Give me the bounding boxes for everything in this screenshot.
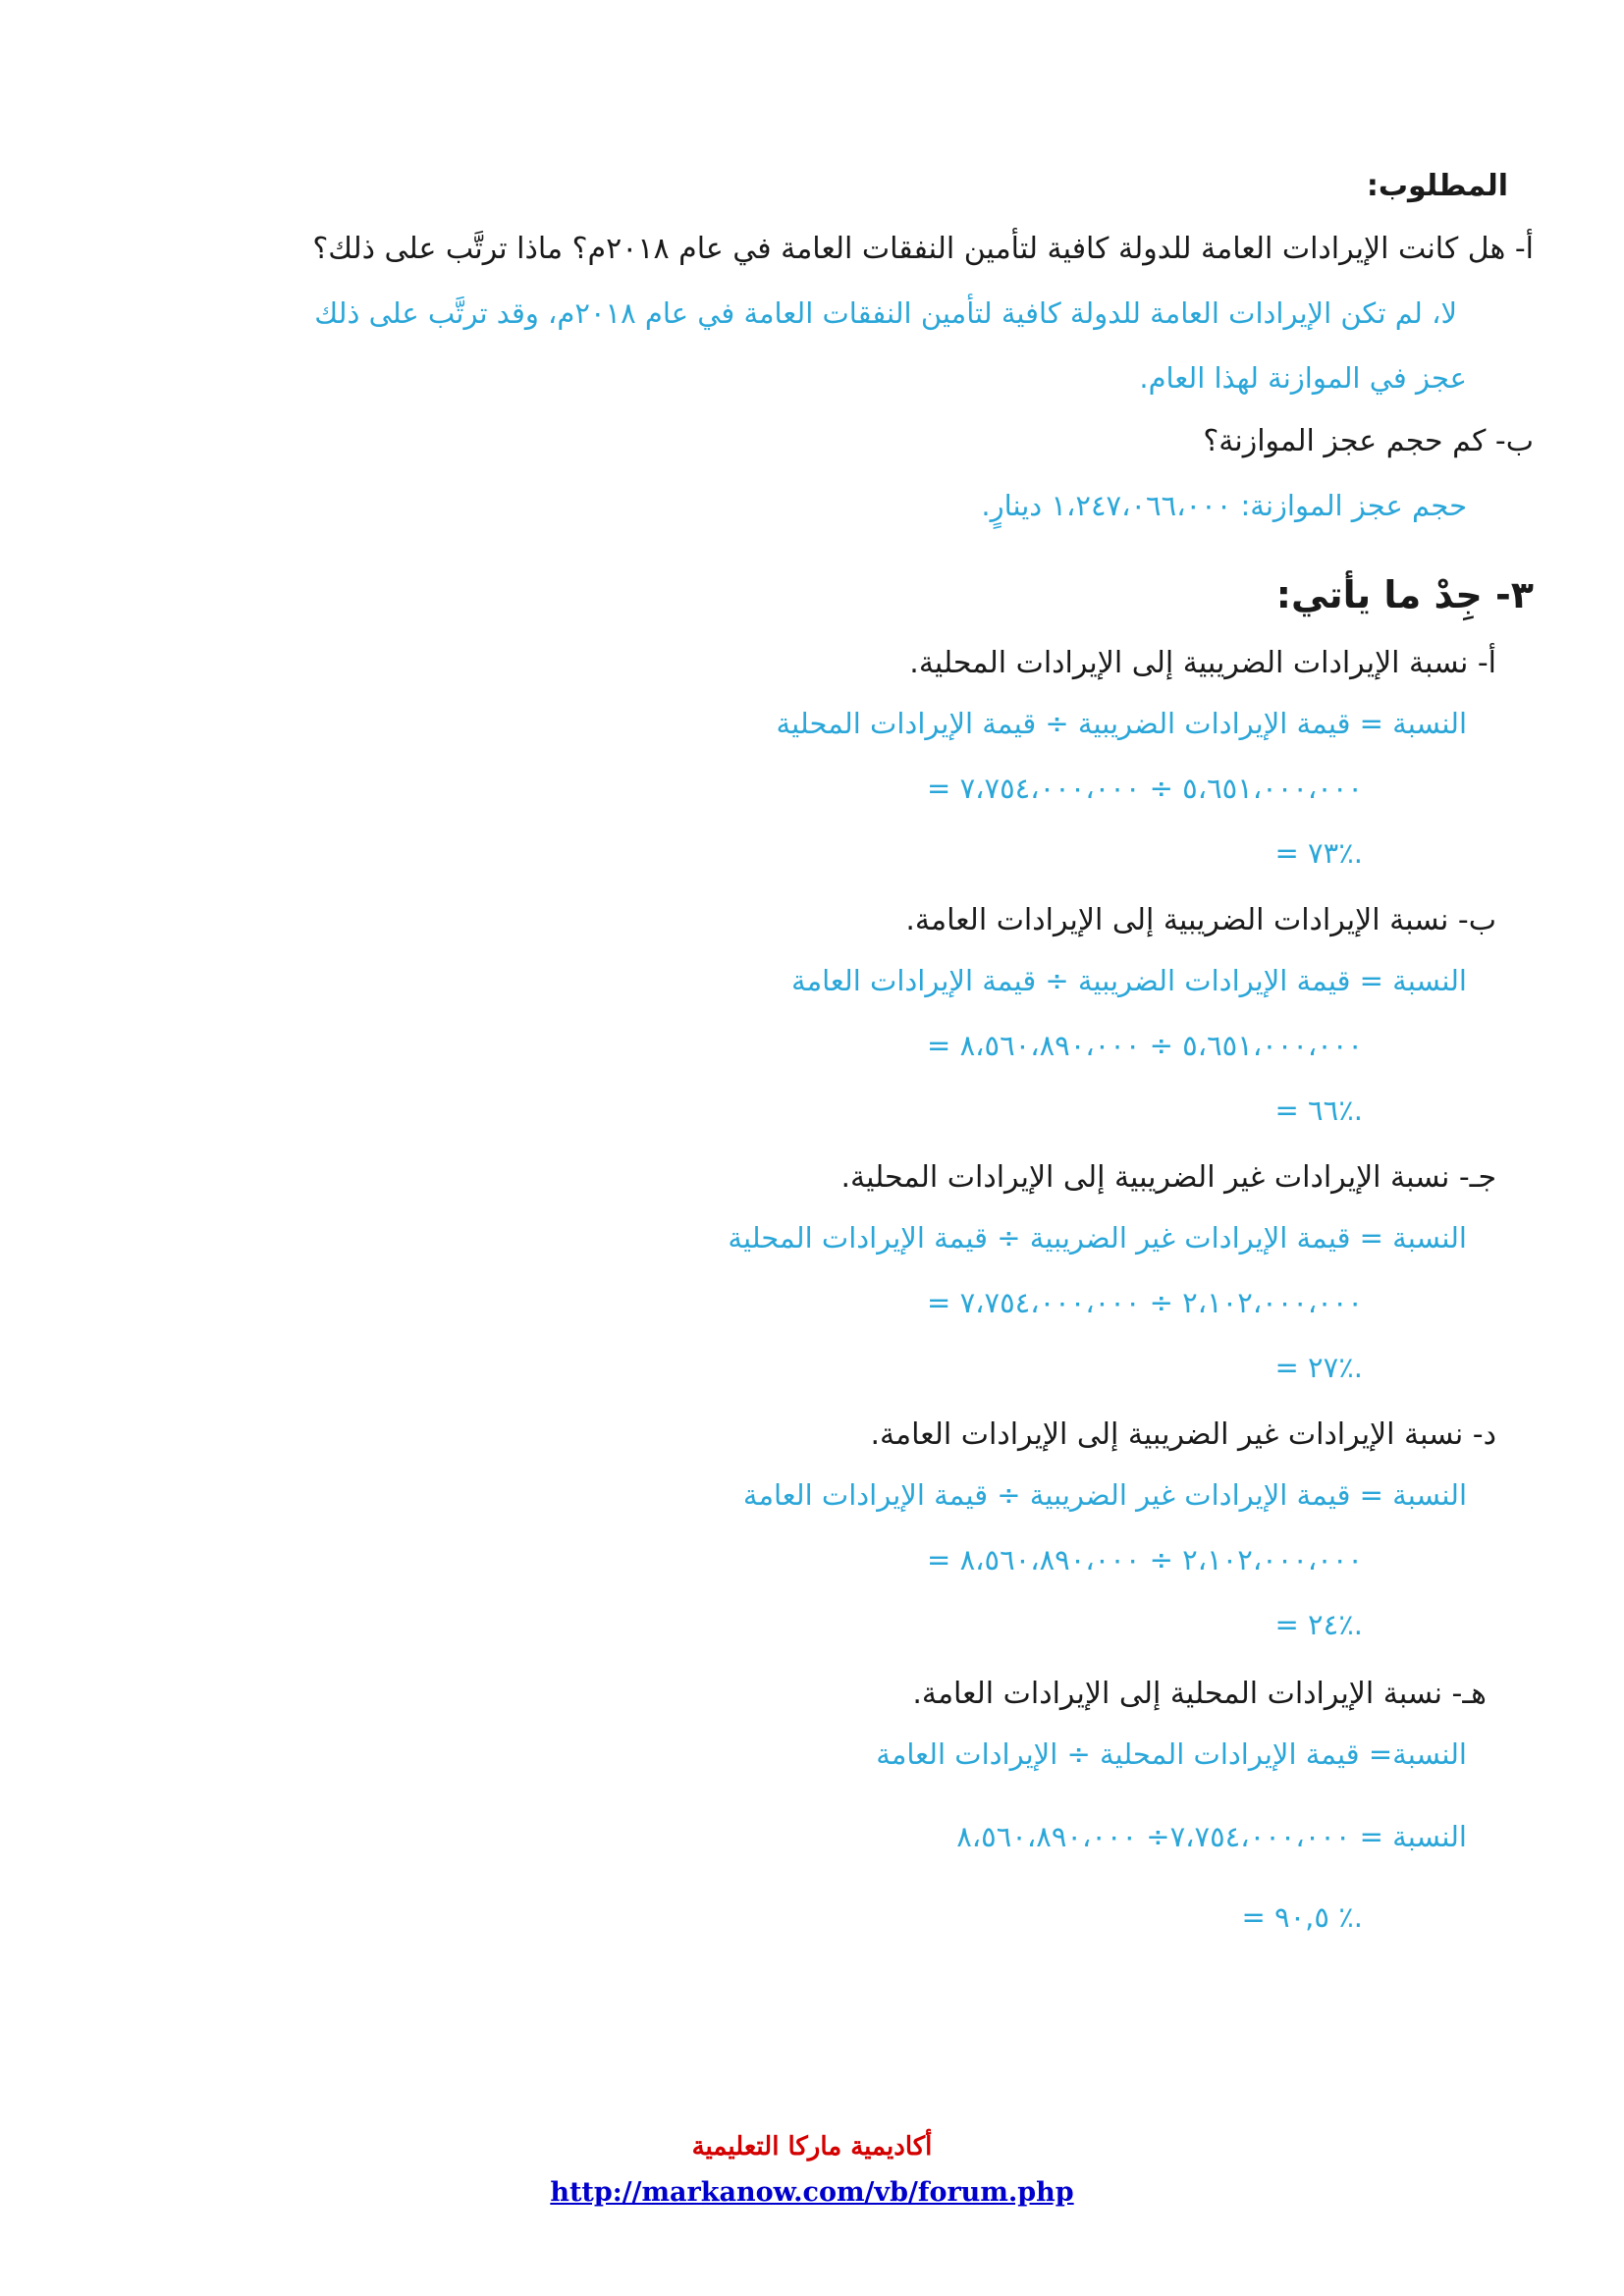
footer-academy-name: أكاديمية ماركا التعليمية — [691, 2132, 933, 2162]
answer-a-line2: عجز في الموازنة لهذا العام. — [1139, 361, 1467, 395]
item-title: ب- نسبة الإيرادات الضريبية إلى الإيرادات العامة. — [905, 903, 1496, 937]
item-result: = ٩٠,٥ ٪. — [1241, 1900, 1363, 1934]
section3-heading: ٣- جِدْ ما يأتي: — [1275, 573, 1534, 616]
item-title: أ- نسبة الإيرادات الضريبية إلى الإيرادات المحلية. — [909, 646, 1496, 680]
item-title: جـ- نسبة الإيرادات غير الضريبية إلى الإيرادات المحلية. — [840, 1160, 1496, 1195]
item-result: = ٢٤٪. — [1274, 1608, 1363, 1641]
item-result: = ٦٦٪. — [1274, 1094, 1363, 1127]
item-formula: النسبة= قيمة الإيرادات المحلية ÷ الإيرادات العامة — [876, 1737, 1467, 1771]
item-title: د- نسبة الإيرادات غير الضريبية إلى الإيرادات العامة. — [870, 1417, 1496, 1452]
item-formula: النسبة = قيمة الإيرادات الضريبية ÷ قيمة الإيرادات المحلية — [776, 707, 1467, 740]
item-result: = ٧٣٪. — [1274, 836, 1363, 870]
required-heading: المطلوب: — [1366, 169, 1508, 203]
item-formula: النسبة = قيمة الإيرادات الضريبية ÷ قيمة الإيرادات العامة — [791, 964, 1467, 997]
item-calc: = ٢،١٠٢،٠٠٠،٠٠٠ ÷ ٨،٥٦٠،٨٩٠،٠٠٠ — [927, 1543, 1363, 1576]
item-calc: = ٥،٦٥١،٠٠٠،٠٠٠ ÷ ٨،٥٦٠،٨٩٠،٠٠٠ — [927, 1029, 1363, 1062]
question-b: ب- كم حجم عجز الموازنة؟ — [1203, 424, 1534, 458]
footer-link[interactable]: http://markanow.com/vb/forum.php — [550, 2177, 1074, 2208]
question-a: أ- هل كانت الإيرادات العامة للدولة كافية لتأمين النفقات العامة في عام ٢٠١٨م؟ ماذا ترتَّب على ذلك؟ — [312, 232, 1534, 266]
item-calc: = ٥،٦٥١،٠٠٠،٠٠٠ ÷ ٧،٧٥٤،٠٠٠،٠٠٠ — [927, 772, 1363, 805]
item-calc: النسبة = ٧،٧٥٤،٠٠٠،٠٠٠÷ ٨،٥٦٠،٨٩٠،٠٠٠ — [956, 1820, 1467, 1853]
item-title: هـ- نسبة الإيرادات المحلية إلى الإيرادات العامة. — [912, 1677, 1487, 1711]
answer-b: حجم عجز الموازنة: ١،٢٤٧،٠٦٦،٠٠٠ دينارٍ. — [981, 489, 1467, 522]
answer-a-line1: لا، لم تكن الإيرادات العامة للدولة كافية لتأمين النفقات العامة في عام ٢٠١٨م، وقد ترتَّب على ذلك — [314, 296, 1457, 330]
item-formula: النسبة = قيمة الإيرادات غير الضريبية ÷ قيمة الإيرادات العامة — [742, 1478, 1467, 1512]
item-formula: النسبة = قيمة الإيرادات غير الضريبية ÷ قيمة الإيرادات المحلية — [728, 1221, 1467, 1255]
item-result: = ٢٧٪. — [1274, 1351, 1363, 1384]
item-calc: = ٢،١٠٢،٠٠٠،٠٠٠ ÷ ٧،٧٥٤،٠٠٠،٠٠٠ — [927, 1286, 1363, 1319]
